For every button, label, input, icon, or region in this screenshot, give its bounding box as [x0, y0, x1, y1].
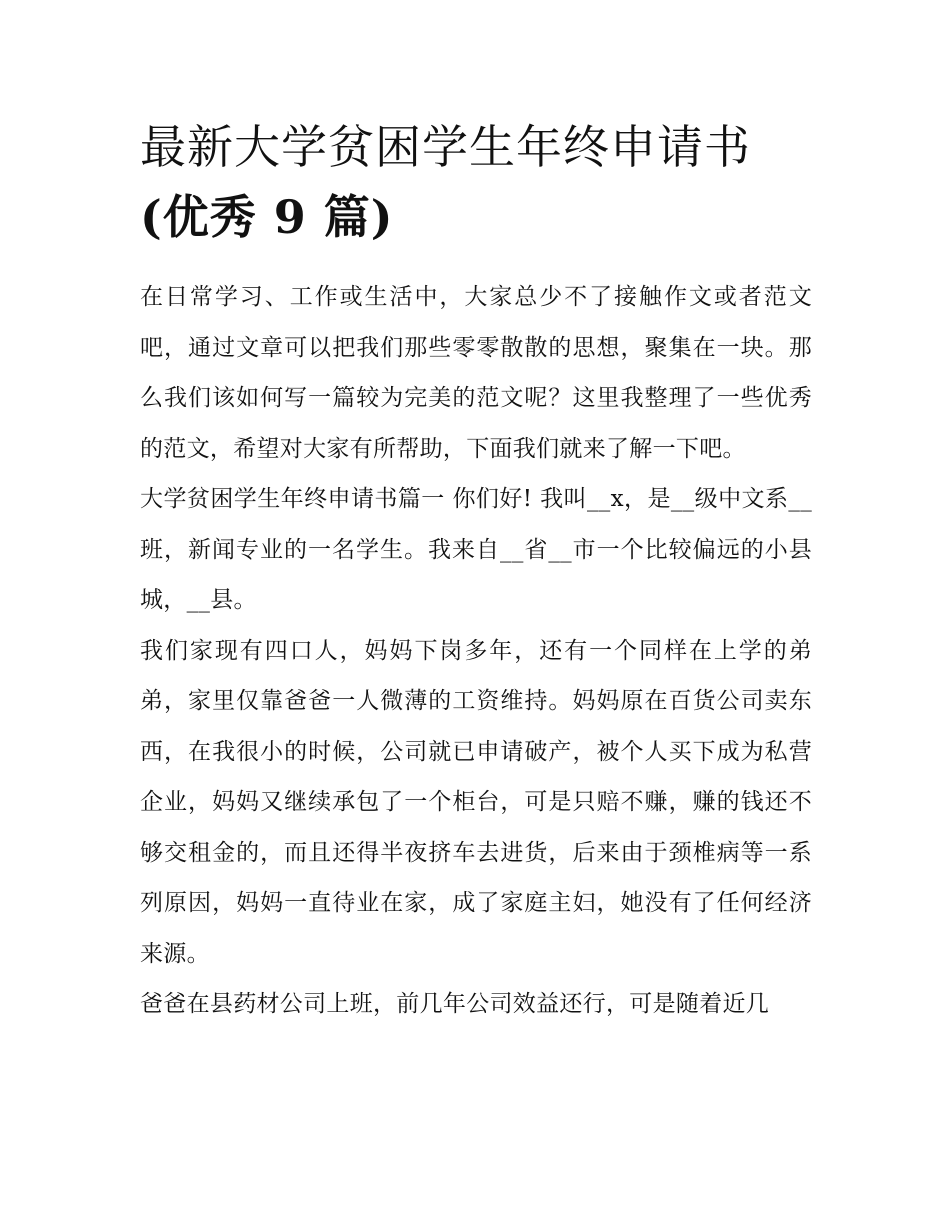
document-title: [140, 112, 812, 252]
document-body: [140, 112, 812, 1030]
paragraph-family-situation: 我们家现有四口人，妈妈下岗多年，还有一个同样在上学的弟弟，家里仅靠爸爸一人微薄的工资维持。妈妈原在百货公司卖东西，在我很小的时候，公司就已申请破产，被个人买下成为私营企业，妈妈又继续承包了一个柜台，可是只赔不赚，赚的钱还不够交租金的，而且还得半夜挤车去进货，后来由于颈椎病等一系列原因，妈妈一直待业在家，成了家庭主妇，她没有了任何经济来源。: [140, 637, 812, 967]
title-line-2: (优秀 9 篇): [140, 190, 394, 244]
title-line-1: 最新大学贫困学生年终申请书: [140, 120, 751, 174]
paragraph-intro: 在日常学习、工作或生活中，大家总少不了接触作文或者范文吧，通过文章可以把我们那些零零散散的思想，聚集在一块。那么我们该如何写一篇较为完美的范文呢？这里我整理了一些优秀的范文，希望对大家有所帮助，下面我们就来了解一下吧。: [140, 284, 812, 462]
paragraph-letter-opening: 大学贫困学生年终申请书篇一 你们好! 我叫__x，是__级中文系__班，新闻专业的一名学生。我来自__省__市一个比较偏远的小县城，__县。: [140, 486, 812, 613]
paragraph-father-work: 爸爸在县药材公司上班，前几年公司效益还行，可是随着近几: [140, 991, 770, 1017]
